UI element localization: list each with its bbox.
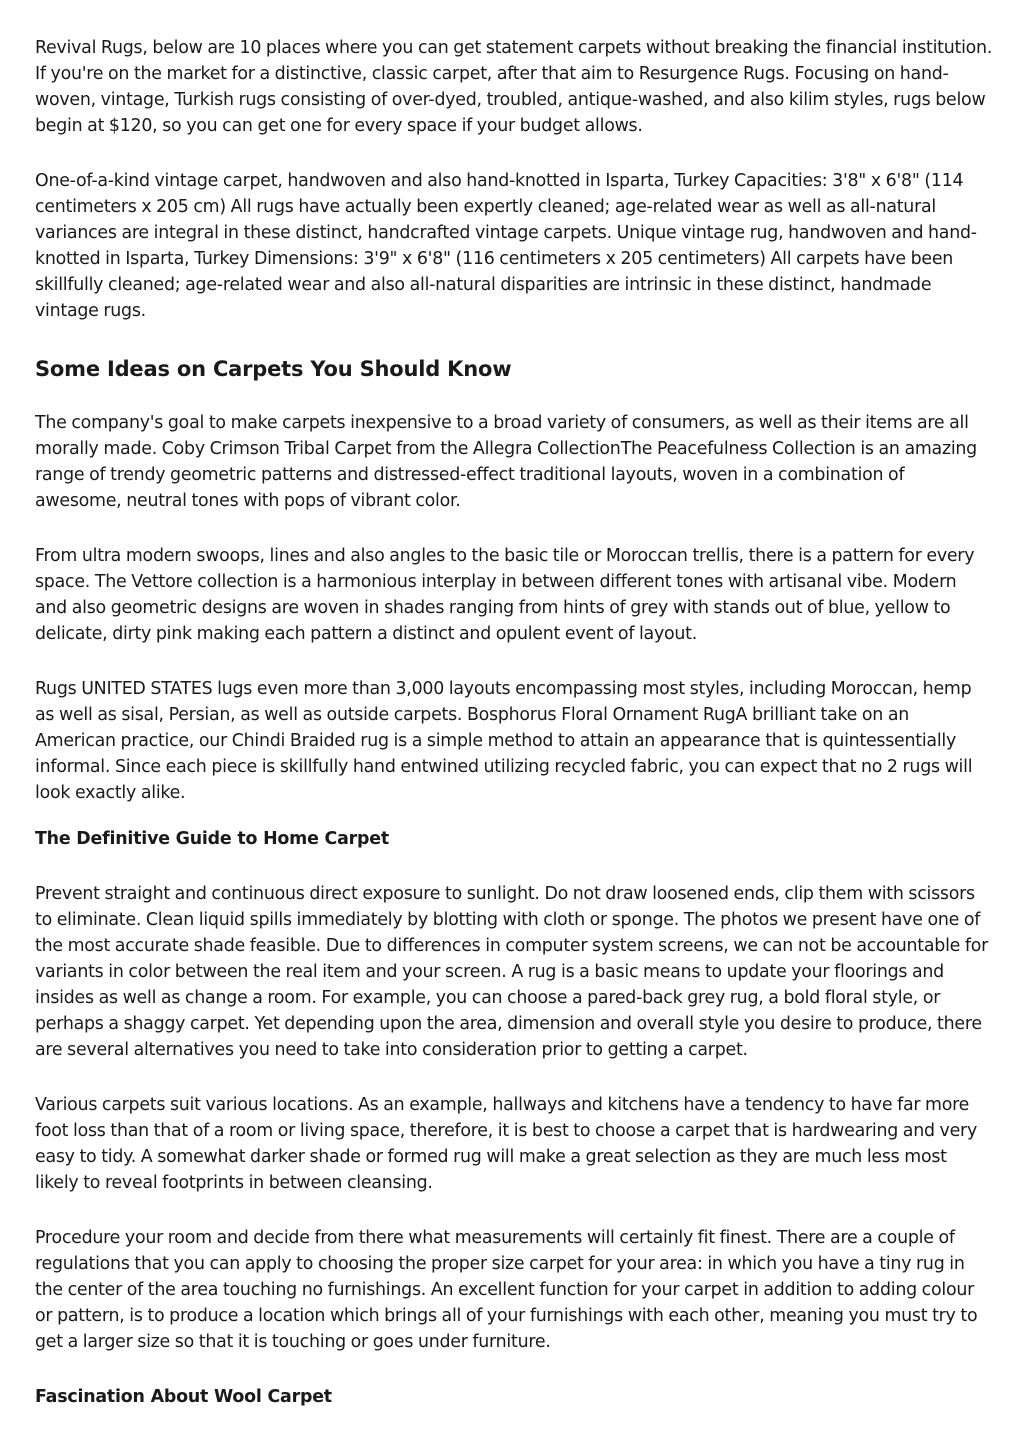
paragraph-vintage-carpet: One-of-a-kind vintage carpet, handwoven and also hand-knotted in Isparta, Turkey Capacities: 3'8" x 6'8" (114 centimeters x 205 cm) All rugs have actually been expertly cleaned; age-related wear as well as all-natural variances are integral in these distinct, handcrafted vintage carpets. Unique vintage rug, handwoven and hand-knotted in Isparta, Turkey Dimensions: 3'9" x 6'8" (116 centimeters x 205 centimeters) All carpets have been skillfully cleaned; age-related wear and also all-natural disparities are intrinsic in these distinct, handmade vintage rugs. [35, 171, 977, 321]
paragraph-prevent-sunlight: Prevent straight and continuous direct exposure to sunlight. Do not draw loosened ends, clip them with scissors to eliminate. Clean liquid spills immediately by blotting with cloth or sponge. The photos we present have one of the most accurate shade feasible. Due to differences in computer system screens, we can not be accountable for variants in color between the real item and your screen. A rug is a basic means to update your floorings and insides as well as change a room. For example, you can choose a pared-back grey rug, a bold floral style, or perhaps a shaggy carpet. Yet depending upon the area, dimension and overall style you desire to produce, there are several alternatives you need to take into consideration prior to getting a carpet. [35, 884, 989, 1060]
paragraph-rugs-usa: Rugs UNITED STATES lugs even more than 3,000 layouts encompassing most styles, including Moroccan, hemp as well as sisal, Persian, as well as outside carpets. Bosphorus Floral Ornament RugA brilliant take on an American practice, our Chindi Braided rug is a simple method to attain an appearance that is quintessentially informal. Since each piece is skillfully hand entwined utilizing recycled fabric, you can expect that no 2 rugs will look exactly alike. [35, 679, 973, 803]
paragraph-revival-rugs: Revival Rugs, below are 10 places where you can get statement carpets without breaking the financial institution. If you're on the market for a distinctive, classic carpet, after that aim to Resurgence Rugs. Focusing on hand-woven, vintage, Turkish rugs consisting of over-dyed, troubled, antique-washed, and also kilim styles, rugs below begin at $120, so you can get one for every space if your budget allows. [35, 38, 993, 136]
paragraph-procedure-room: Procedure your room and decide from there what measurements will certainly fit finest. There are a couple of regulations that you can apply to choosing the proper size carpet for your area: in which you have a tiny rug in the center of the area touching no furnishings. An excellent function for your carpet in addition to adding colour or pattern, is to produce a location which brings all of your furnishings with each other, meaning you must try to get a larger size so that it is touching or goes under furniture. [35, 1228, 978, 1352]
heading-fascination-wool: Fascination About Wool Carpet [35, 1387, 332, 1407]
article-body [35, 35, 993, 1410]
paragraph-ultra-modern: From ultra modern swoops, lines and also angles to the basic tile or Moroccan trellis, there is a pattern for every space. The Vettore collection is a harmonious interplay in between different tones with artisanal vibe. Modern and also geometric designs are woven in shades ranging from hints of grey with stands out of blue, yellow to delicate, dirty pink making each pattern a distinct and opulent event of layout. [35, 546, 975, 644]
paragraph-various-carpets: Various carpets suit various locations. As an example, hallways and kitchens have a tendency to have far more foot loss than that of a room or living space, therefore, it is best to choose a carpet that is hardwearing and very easy to tidy. A somewhat darker shade or formed rug will make a great selection as they are much less most likely to reveal footprints in between cleansing. [35, 1095, 977, 1193]
heading-definitive-guide: The Definitive Guide to Home Carpet [35, 829, 389, 849]
heading-some-ideas: Some Ideas on Carpets You Should Know [35, 357, 512, 381]
paragraph-company-goal: The company's goal to make carpets inexpensive to a broad variety of consumers, as well as their items are all morally made. Coby Crimson Tribal Carpet from the Allegra CollectionThe Peacefulness Collection is an amazing range of trendy geometric patterns and distressed-effect traditional layouts, woven in a combination of awesome, neutral tones with pops of vibrant color. [35, 413, 977, 511]
